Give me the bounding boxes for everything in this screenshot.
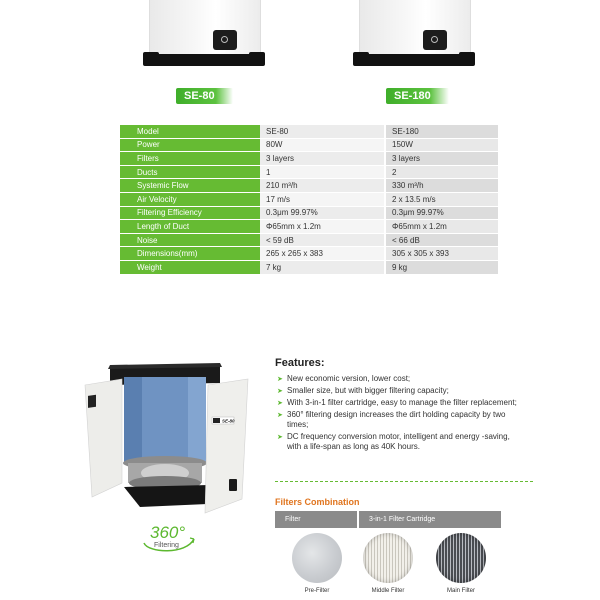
features-heading: Features: bbox=[275, 357, 325, 369]
middle-filter-label: Middle Filter bbox=[371, 588, 405, 594]
product-unit-se80 bbox=[145, 0, 263, 68]
spec-table bbox=[120, 125, 498, 275]
spec-value-se80: Φ65mm x 1.2m bbox=[260, 220, 385, 234]
middle-filter-image bbox=[363, 533, 413, 583]
spec-label: Weight bbox=[120, 260, 260, 274]
spec-row bbox=[120, 165, 498, 179]
spec-value-se80: SE-80 bbox=[260, 125, 385, 138]
product-unit-se180 bbox=[355, 0, 473, 68]
spec-value-se80: 265 x 265 x 383 bbox=[260, 247, 385, 261]
arrow-bullet-icon: ➤ bbox=[277, 388, 283, 395]
unit-housing bbox=[149, 0, 261, 55]
arrow-bullet-icon: ➤ bbox=[277, 434, 283, 441]
spec-row bbox=[120, 247, 498, 261]
spec-label: Length of Duct bbox=[120, 220, 260, 234]
spec-row bbox=[120, 138, 498, 152]
filters-heading: Filters Combination bbox=[275, 497, 360, 507]
spec-label: Filtering Efficiency bbox=[120, 206, 260, 220]
spec-label: Ducts bbox=[120, 165, 260, 179]
machine-illustration bbox=[80, 355, 255, 525]
badge-number: 360° bbox=[150, 523, 186, 542]
spec-value-se180: 9 kg bbox=[385, 260, 498, 274]
spec-value-se180: Φ65mm x 1.2m bbox=[385, 220, 498, 234]
feature-item bbox=[277, 386, 517, 396]
spec-row bbox=[120, 179, 498, 193]
feature-text: 360° filtering design increases the dirt holding capacity by two times; bbox=[287, 410, 506, 429]
feature-item bbox=[277, 398, 517, 408]
spec-label: Noise bbox=[120, 233, 260, 247]
feature-text: Smaller size, but with bigger filtering capacity; bbox=[287, 386, 449, 395]
spec-value-se80: 210 m³/h bbox=[260, 179, 385, 193]
power-button-icon bbox=[213, 30, 237, 50]
spec-row bbox=[120, 125, 498, 138]
spec-value-se180: 305 x 305 x 393 bbox=[385, 247, 498, 261]
feature-text: With 3-in-1 filter cartridge, easy to manage the filter replacement; bbox=[287, 398, 517, 407]
arrow-bullet-icon: ➤ bbox=[277, 412, 283, 419]
spec-value-se180: 2 x 13.5 m/s bbox=[385, 192, 498, 206]
spec-value-se180: SE-180 bbox=[385, 125, 498, 138]
spec-label: Model bbox=[120, 125, 260, 138]
arrow-bullet-icon: ➤ bbox=[277, 400, 283, 407]
spec-value-se180: 0.3μm 99.97% bbox=[385, 206, 498, 220]
unit-base bbox=[145, 54, 263, 66]
machine-model-label: SE-80 bbox=[222, 418, 235, 424]
pre-filter-image bbox=[292, 533, 342, 583]
spec-value-se80: 7 kg bbox=[260, 260, 385, 274]
spec-label: Systemic Flow bbox=[120, 179, 260, 193]
spec-value-se80: < 59 dB bbox=[260, 233, 385, 247]
spec-row bbox=[120, 220, 498, 234]
spec-value-se80: 80W bbox=[260, 138, 385, 152]
spec-value-se180: < 66 dB bbox=[385, 233, 498, 247]
model-tag-se180: SE-180 bbox=[386, 88, 449, 104]
spec-value-se180: 330 m³/h bbox=[385, 179, 498, 193]
feature-item bbox=[277, 374, 517, 384]
spec-label: Air Velocity bbox=[120, 192, 260, 206]
main-filter-label: Main Filter bbox=[446, 588, 475, 594]
badge-text: Filtering bbox=[154, 542, 179, 549]
spec-value-se180: 3 layers bbox=[385, 152, 498, 166]
spec-value-se80: 17 m/s bbox=[260, 192, 385, 206]
spec-label: Dimensions(mm) bbox=[120, 247, 260, 261]
unit-housing bbox=[359, 0, 471, 55]
feature-text: DC frequency conversion motor, intelligent and energy -saving, with a life-span as long as 40K hours. bbox=[287, 432, 510, 451]
feature-item bbox=[277, 432, 517, 452]
features-list bbox=[277, 374, 517, 454]
spec-value-se180: 150W bbox=[385, 138, 498, 152]
spec-value-se80: 1 bbox=[260, 165, 385, 179]
pre-filter-label: Pre-Filter bbox=[304, 588, 330, 594]
power-button-icon bbox=[423, 30, 447, 50]
cartridge-header: 3-in-1 Filter Cartridge bbox=[359, 511, 501, 528]
feature-item bbox=[277, 410, 517, 430]
main-filter-image bbox=[436, 533, 486, 583]
spec-label: Filters bbox=[120, 152, 260, 166]
spec-row bbox=[120, 233, 498, 247]
spec-value-se80: 0.3μm 99.97% bbox=[260, 206, 385, 220]
spec-row bbox=[120, 206, 498, 220]
spec-row bbox=[120, 152, 498, 166]
section-divider bbox=[275, 481, 533, 482]
spec-value-se180: 2 bbox=[385, 165, 498, 179]
feature-text: New economic version, lower cost; bbox=[287, 374, 411, 383]
spec-row bbox=[120, 260, 498, 274]
right-door bbox=[205, 379, 248, 513]
spec-value-se80: 3 layers bbox=[260, 152, 385, 166]
unit-base bbox=[355, 54, 473, 66]
spec-row bbox=[120, 192, 498, 206]
arrow-bullet-icon: ➤ bbox=[277, 376, 283, 383]
model-tag-se80: SE-80 bbox=[176, 88, 233, 104]
filtering-360-badge bbox=[140, 523, 200, 553]
filter-header: Filter bbox=[275, 511, 357, 528]
spec-label: Power bbox=[120, 138, 260, 152]
